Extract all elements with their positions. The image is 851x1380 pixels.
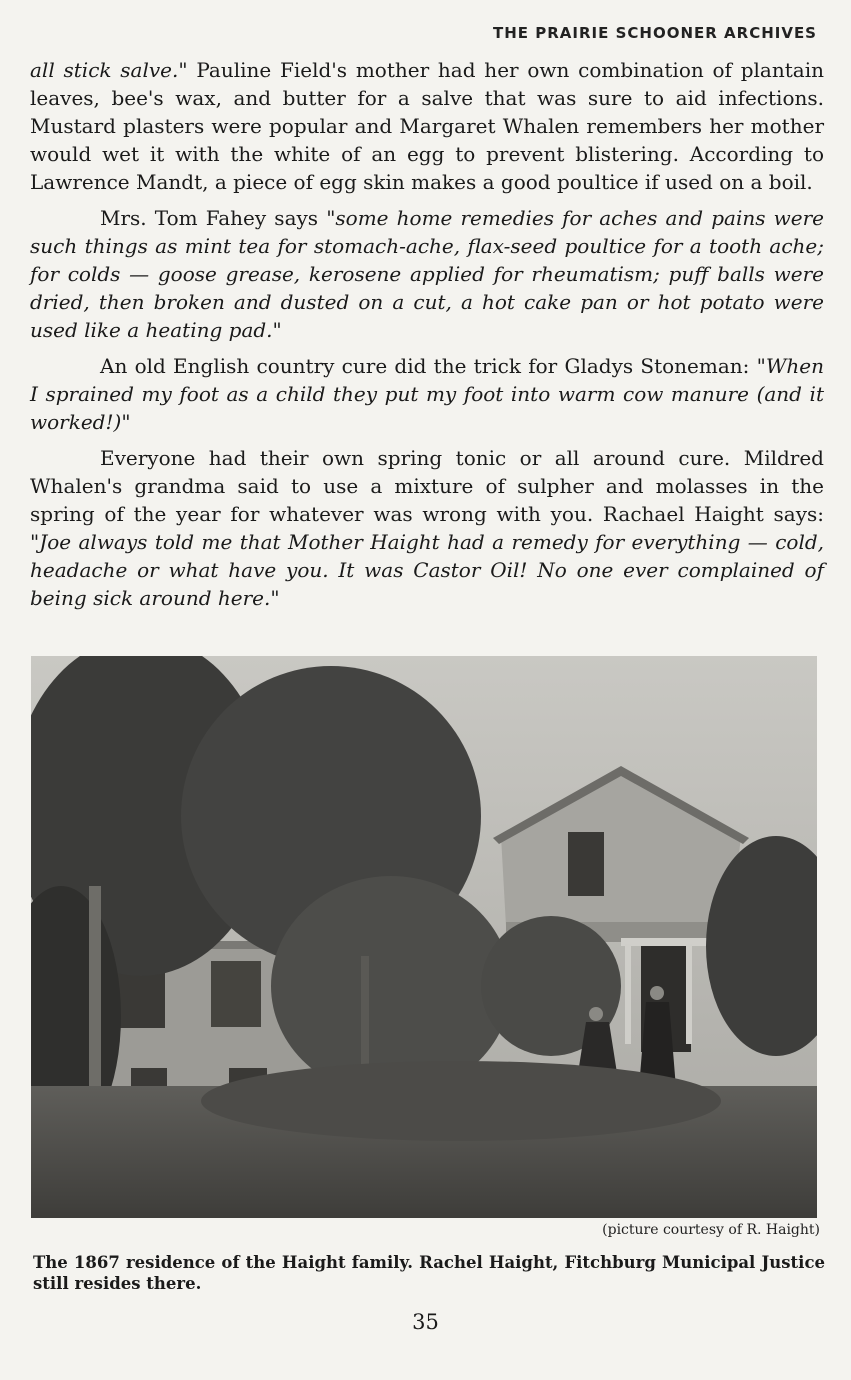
paragraph-4 bbox=[30, 444, 824, 612]
photo-credit: (picture courtesy of R. Haight) bbox=[602, 1222, 820, 1238]
paragraph-2 bbox=[30, 204, 824, 344]
article-body bbox=[30, 56, 824, 620]
quote: "Joe always told me that Mother Haight had a remedy for everything — cold, headache or what have you. It was Castor Oil! No one ever complained of being sick around here." bbox=[30, 530, 824, 610]
paragraph-3 bbox=[30, 352, 824, 436]
paragraph-1 bbox=[30, 56, 824, 196]
paragraph-text: Everyone had their own spring tonic or all around cure. Mildred Whalen's grandma said to use a mixture of sulpher and molasses in the spring of the year for whatever was wrong with you. Rachael Haight says: bbox=[30, 446, 824, 526]
paragraph-intro: Mrs. Tom Fahey says bbox=[100, 206, 327, 230]
quote-fragment: all stick salve." bbox=[30, 58, 188, 82]
paragraph-text: Pauline Field's mother had her own combination of plantain leaves, bee's wax, and butter for a salve that was sure to aid infections. Mustard plasters were popular and Margaret Whalen remembers her mother would wet it with the white of an egg to prevent blistering. According to Lawrence Mandt, a piece of egg skin makes a good poultice if used on a boil. bbox=[30, 58, 824, 194]
photo-illustration bbox=[31, 656, 817, 1218]
quote: "When I sprained my foot as a child they put my foot into warm cow manure (and it worked!)" bbox=[30, 354, 824, 434]
photo-caption: The 1867 residence of the Haight family. Rachel Haight, Fitchburg Municipal Justice still resides there. bbox=[33, 1253, 825, 1293]
quote: "some home remedies for aches and pains were such things as mint tea for stomach-ache, flax-seed poultice for a tooth ache; for colds — goose grease, kerosene applied for rheumatism; puff balls were dried, then broken and dusted on a cut, a hot cake pan or hot potato were used like a heating pad." bbox=[30, 206, 824, 342]
paragraph-intro: An old English country cure did the trick for Gladys Stoneman: bbox=[100, 354, 757, 378]
running-head: THE PRAIRIE SCHOONER ARCHIVES bbox=[493, 24, 817, 42]
shrubs bbox=[201, 1061, 721, 1141]
house-photograph bbox=[31, 656, 817, 1218]
page-number: 35 bbox=[412, 1310, 439, 1334]
